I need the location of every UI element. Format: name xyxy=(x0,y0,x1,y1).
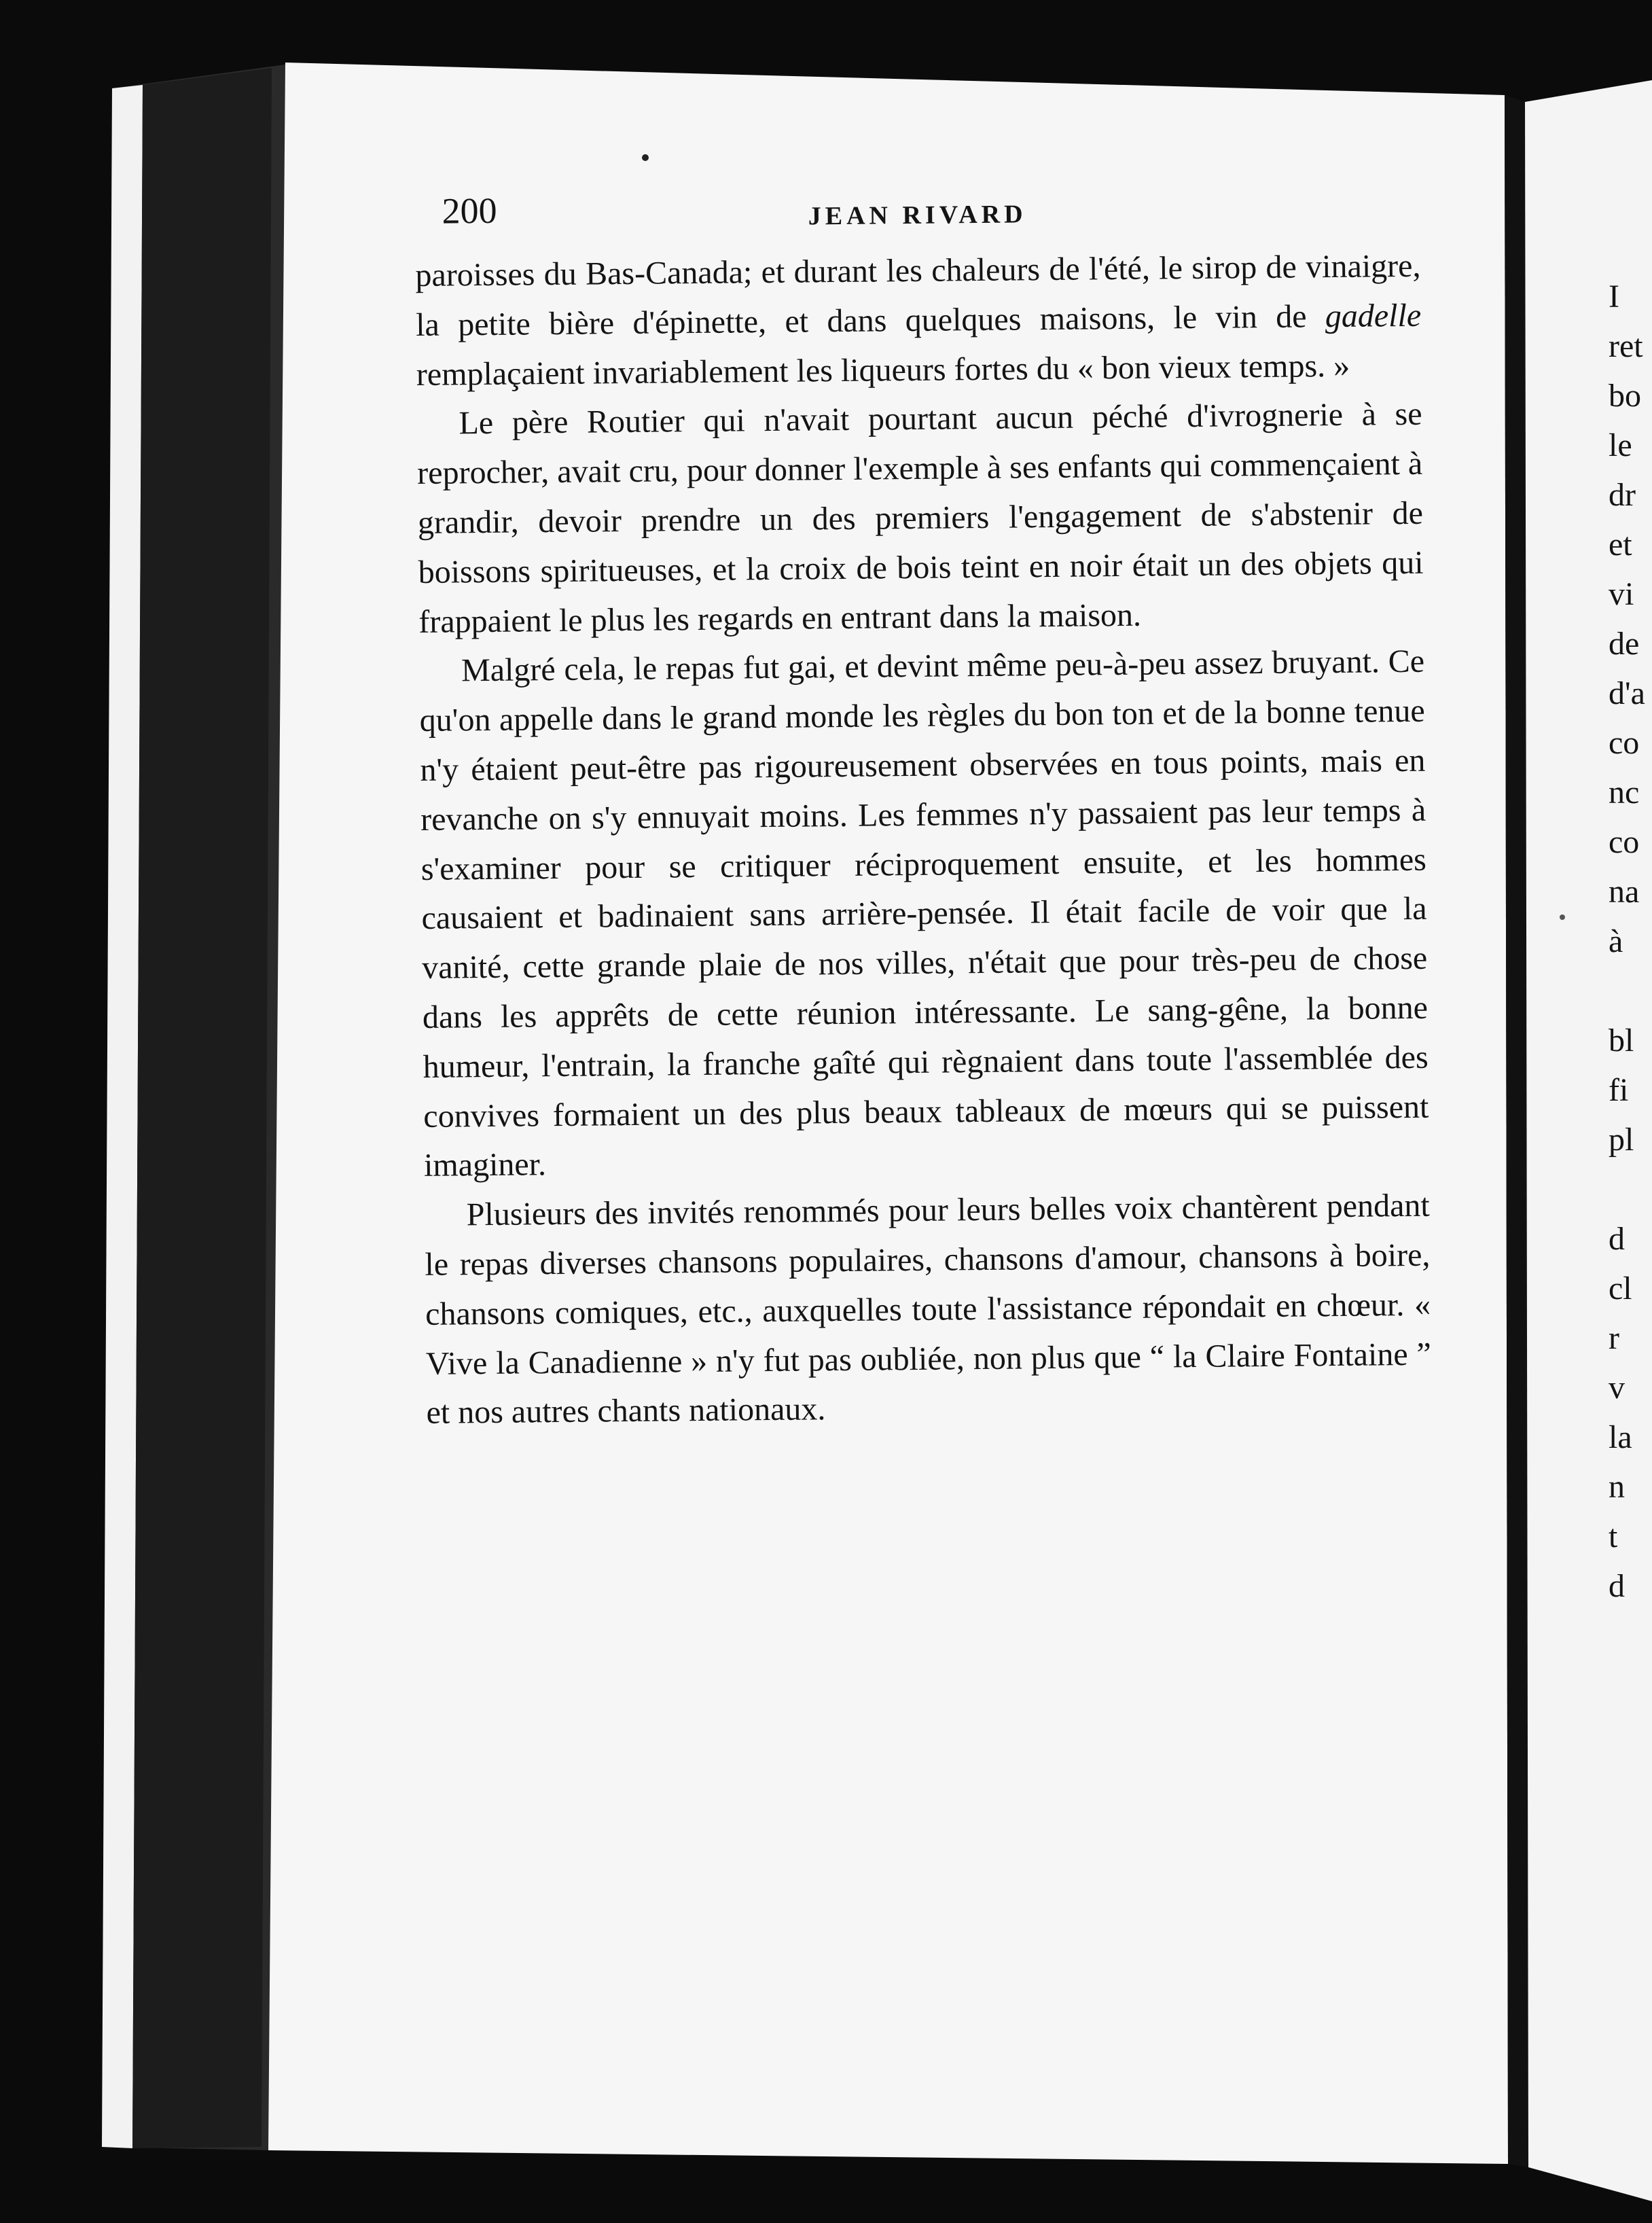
facing-line: d'a xyxy=(1609,675,1645,711)
facing-line: I xyxy=(1609,279,1619,315)
facing-line: et xyxy=(1609,527,1632,563)
facing-line: co xyxy=(1609,725,1640,761)
facing-line: d xyxy=(1609,1221,1625,1257)
facing-line: pl xyxy=(1609,1122,1634,1158)
facing-line xyxy=(1609,966,1652,1016)
facing-line: fi xyxy=(1609,1072,1629,1108)
body-text xyxy=(415,242,1432,1438)
gutter xyxy=(1505,95,1528,2167)
left-page-text xyxy=(414,160,1432,1438)
facing-line: cl xyxy=(1609,1270,1632,1306)
facing-line xyxy=(1609,1164,1652,1214)
facing-page-text xyxy=(1609,272,1652,1611)
italic-word: gadelle xyxy=(1325,297,1422,334)
facing-line: le xyxy=(1609,427,1632,463)
facing-line: co xyxy=(1609,824,1640,860)
running-title: JEAN RIVARD xyxy=(808,200,1027,231)
paragraph-4: Plusieurs des invités renommés pour leurs belles voix chantèrent pendant le repas diverses chansons populaires, chansons d'amour, chansons à boire, chansons comiques, etc., auxquelles toute l'assistance répondait en chœur. « Vive la Canadienne » n'y fut pas oubliée, non plus que “ la Claire Fontaine ” et nos autres chants nationaux. xyxy=(425,1187,1432,1431)
paragraph-1: paroisses du Bas-Canada; et durant les chaleurs de l'été, le sirop de vinaigre, la petite bière d'épinette, et dans quelques maisons, le vin de gadelle remplaçaient invariablement les liqueurs fortes du « bon vieux temps. » xyxy=(415,247,1422,393)
facing-line: vi xyxy=(1609,576,1634,612)
facing-line: la xyxy=(1609,1419,1632,1455)
facing-line: bl xyxy=(1609,1022,1634,1059)
paragraph-3: Malgré cela, le repas fut gai, et devint même peu-à-peu assez bruyant. Ce qu'on appelle dans le grand monde les règles du bon ton et de la bonne tenue n'y étaient peut-être pas rigoureusement observées en tous points, mais en revanche on s'y ennuyait moins. Les femmes n'y passaient pas leur temps à s'examiner pour se critiquer réciproquement ensuite, et les hommes causaient et badinaient sans arrière-pensée. Il était facile de voir que la vanité, cette grande plaie de nos villes, n'était que pour très-peu de chose dans les apprêts de cette réunion intéressante. Le sang-gêne, la bonne humeur, l'entrain, la franche gaîté qui règnaient dans toute l'assemblée des convives formaient un des plus beaux tableaux de mœurs qui se puissent imaginer. xyxy=(419,643,1429,1184)
page-number: 200 xyxy=(442,190,497,232)
facing-line: nc xyxy=(1609,775,1640,811)
facing-line: d xyxy=(1609,1568,1625,1604)
facing-line: bo xyxy=(1609,378,1641,414)
facing-line: n xyxy=(1609,1469,1625,1505)
facing-line: na xyxy=(1609,874,1640,910)
facing-line: à xyxy=(1609,923,1623,959)
facing-line: de xyxy=(1609,626,1640,662)
paragraph-2: Le père Routier qui n'avait pourtant aucun péché d'ivrognerie à se reprocher, avait cru, pour donner l'exemple à ses enfants qui commençaient à grandir, devoir prendre un des premiers l'engagement de s'abstenir de boissons spiritueuses, et la croix de bois teint en noir était un des objets qui frappaient le plus les regards en entrant dans la maison. xyxy=(417,396,1424,640)
facing-line: r xyxy=(1609,1320,1619,1356)
facing-line: ret xyxy=(1609,328,1643,364)
running-header xyxy=(414,160,1420,251)
facing-line: v xyxy=(1609,1370,1625,1406)
facing-line: dr xyxy=(1609,477,1636,513)
facing-line: t xyxy=(1609,1518,1618,1554)
